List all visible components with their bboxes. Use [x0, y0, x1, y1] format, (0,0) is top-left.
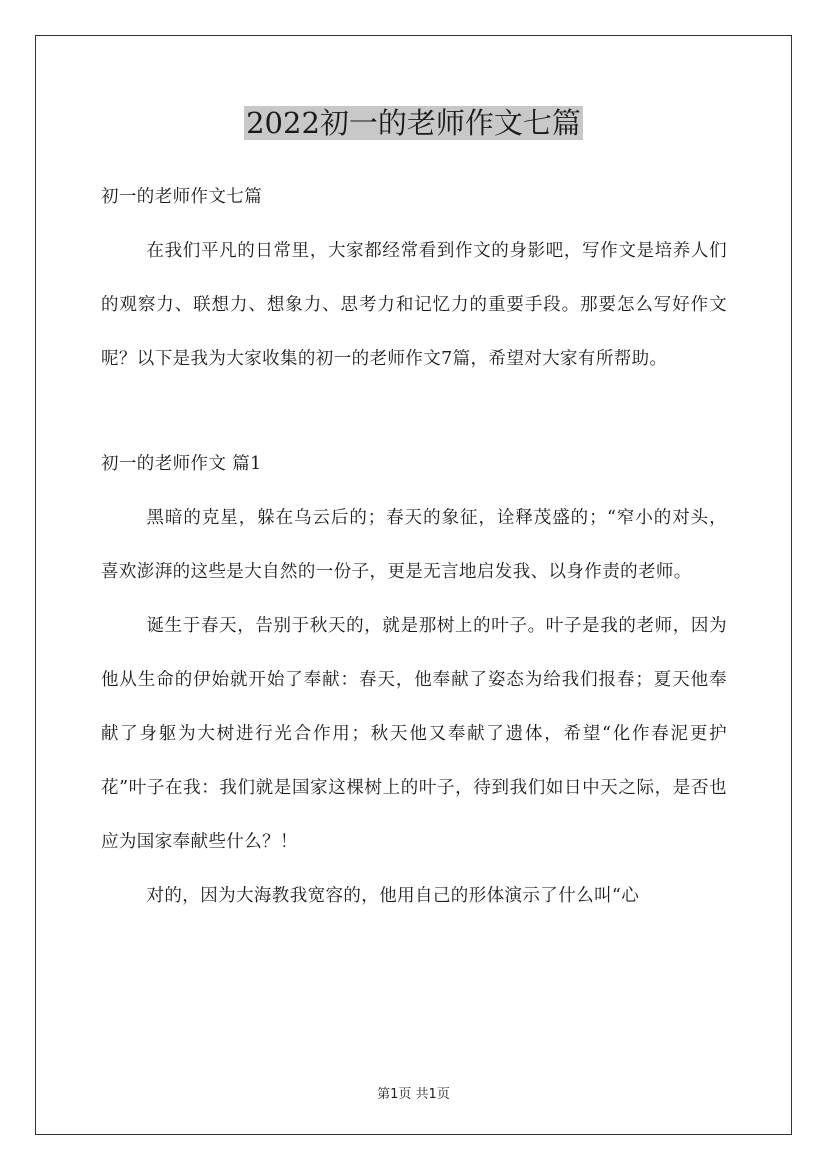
document-title-text: 2022初一的老师作文七篇 [246, 106, 581, 140]
page-footer: 第1页 共1页 [377, 1087, 450, 1102]
section-spacer [101, 386, 727, 437]
document-title [0, 101, 827, 145]
body-paragraph-2: 诞生于春天，告别于秋天的，就是那树上的叶子。叶子是我的老师，因为他从生命的伊始就开始了奉献：春天，他奉献了姿态为给我们报春；夏天他奉献了身躯为大树进行光合作用；秋天他又奉献了遗体，希望“化作春泥更护花”叶子在我：我们就是国家这棵树上的叶子，待到我们如日中天之际，是否也应为国家奉献些什么？！ [101, 616, 727, 852]
document-subtitle: 初一的老师作文七篇 [101, 187, 263, 207]
intro-paragraph: 在我们平凡的日常里，大家都经常看到作文的身影吧，写作文是培养人们的观察力、联想力、想象力、思考力和记忆力的重要手段。那要怎么写好作文呢？以下是我为大家收集的初一的老师作文7篇，希望对大家有所帮助。 [101, 241, 727, 369]
section-title: 初一的老师作文 篇1 [101, 454, 262, 474]
body-paragraph-3: 对的，因为大海教我宽容的，他用自己的形体演示了什么叫“心 [146, 886, 640, 906]
document-body [101, 170, 727, 923]
body-paragraph-1: 黑暗的克星，躲在乌云后的；春天的象征，诠释茂盛的；“窄小的对头，喜欢澎湃的这些是大自然的一份子，更是无言地启发我、以身作责的老师。 [101, 508, 727, 582]
